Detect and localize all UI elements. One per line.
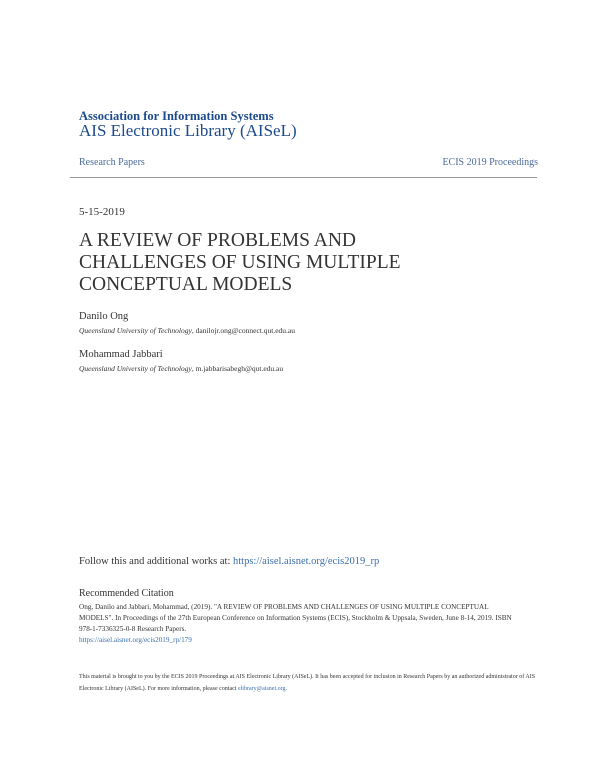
follow-link[interactable]: https://aisel.aisnet.org/ecis2019_rp	[233, 556, 380, 567]
follow-text: Follow this and additional works at:	[79, 556, 233, 567]
author-name: Danilo Ong	[79, 311, 129, 322]
publication-date: 5-15-2019	[79, 206, 125, 218]
author-name: Mohammad Jabbari	[79, 349, 163, 360]
follow-line	[79, 556, 379, 567]
title-line: CHALLENGES OF USING MULTIPLE	[79, 252, 401, 273]
series-link[interactable]: Research Papers	[79, 157, 145, 168]
author-affiliation	[79, 364, 283, 373]
citation-block	[79, 602, 519, 646]
author-affiliation	[79, 326, 295, 335]
footer-notice	[79, 671, 539, 695]
author-email[interactable]: m.jabbarisabegh@qut.edu.au	[195, 364, 284, 373]
header-divider	[70, 177, 537, 178]
author-institution: Queensland University of Technology	[79, 326, 192, 335]
proceedings-link[interactable]: ECIS 2019 Proceedings	[442, 157, 538, 168]
contact-email-link[interactable]: elibrary@aisnet.org	[237, 686, 286, 692]
title-line: A REVIEW OF PROBLEMS AND	[79, 230, 357, 251]
citation-link[interactable]: https://aisel.aisnet.org/ecis2019_rp/179	[79, 636, 192, 644]
author-institution: Queensland University of Technology	[79, 364, 192, 373]
organization-name: Association for Information Systems	[79, 109, 274, 123]
footer-end: .	[285, 686, 288, 692]
footer-text: This material is brought to you by the ECIS 2019 Proceedings at AIS Electronic Library (AISeL). It has been accepted for inclusion in Research Papers by an authorized administrator of AIS Electronic Library (AISeL). For more information, please contact	[79, 674, 536, 692]
recommended-citation-heading: Recommended Citation	[79, 588, 174, 599]
citation-text: Ong, Danilo and Jabbari, Mohammad, (2019). "A REVIEW OF PROBLEMS AND CHALLENGES OF USING MULTIPLE CONCEPTUAL MODELS". In Proceedings of the 27th European Conference on Information Systems (ECIS), Stockholm & Uppsala, Sweden, June 8-14, 2019. ISBN 978-1-7336325-0-8 Research Papers.	[79, 603, 512, 633]
affiliation-separator: ,	[191, 326, 196, 335]
title-line: CONCEPTUAL MODELS	[79, 274, 293, 295]
paper-title	[79, 230, 401, 296]
affiliation-separator: ,	[191, 364, 196, 373]
library-name: AIS Electronic Library (AISeL)	[79, 121, 297, 140]
author-email[interactable]: danilojr.ong@connect.qut.edu.au	[195, 326, 295, 335]
